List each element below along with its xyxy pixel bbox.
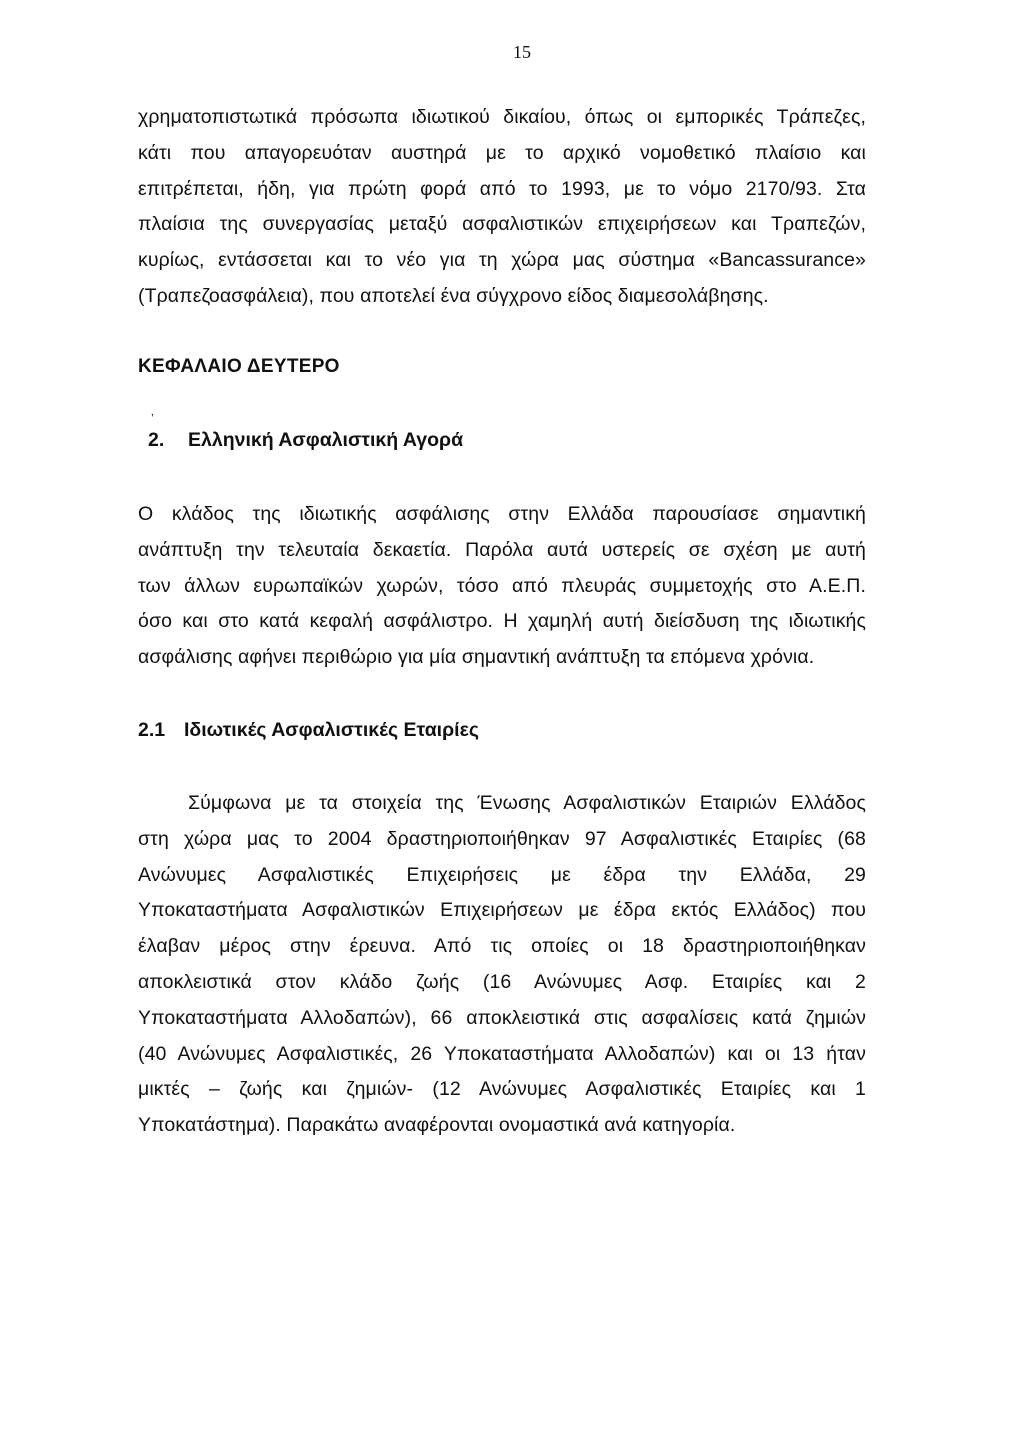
paragraph-line: μικτές – ζωής και ζημιών- (12 Ανώνυμες Ασφαλιστικές Εταιρίες και 1	[138, 1078, 866, 1101]
paragraph-line: ανάπτυξη την τελευταία δεκαετία. Παρόλα αυτά υστερείς σε σχέση με αυτή	[138, 538, 866, 561]
stray-mark: ‚	[151, 404, 154, 418]
subsection-title: Ιδιωτικές Ασφαλιστικές Εταιρίες	[184, 719, 479, 741]
paragraph-line: κάτι που απαγορευόταν αυστηρά με το αρχικό νομοθετικό πλαίσιο και	[138, 141, 866, 164]
paragraph-market	[138, 497, 866, 676]
subsection-number: 2.1	[138, 719, 166, 741]
paragraph-line: Ανώνυμες Ασφαλιστικές Επιχειρήσεις με έδρα την Ελλάδα, 29	[138, 863, 866, 886]
paragraph-line: (40 Ανώνυμες Ασφαλιστικές, 26 Υποκαταστήματα Αλλοδαπών) και οι 13 ήταν	[138, 1042, 866, 1065]
paragraph-line: Υποκαταστήματα Αλλοδαπών), 66 αποκλειστικά στις ασφαλίσεις κατά ζημιών	[138, 1006, 866, 1029]
paragraph-companies	[138, 786, 866, 1144]
section-heading	[148, 429, 463, 452]
paragraph-intro	[138, 100, 866, 315]
paragraph-line: Σύμφωνα με τα στοιχεία της Ένωσης Ασφαλιστικών Εταιριών Ελλάδος	[188, 792, 866, 814]
paragraph-line: Υποκαταστήματα Ασφαλιστικών Επιχειρήσεων με έδρα εκτός Ελλάδος) που	[138, 899, 866, 922]
section-title: Ελληνική Ασφαλιστική Αγορά	[188, 429, 464, 451]
paragraph-line: Υποκατάστημα). Παρακάτω αναφέρονται ονομαστικά ανά κατηγορία.	[138, 1114, 736, 1137]
chapter-heading: ΚΕΦΑΛΑΙΟ ΔΕΥΤΕΡΟ	[138, 356, 340, 377]
paragraph-line: πλαίσια της συνεργασίας μεταξύ ασφαλιστικών επιχειρήσεων και Τραπεζών,	[138, 213, 866, 236]
paragraph-line: (Τραπεζοασφάλεια), που αποτελεί ένα σύγχρονο είδος διαμεσολάβησης.	[138, 284, 769, 307]
section-number: 2.	[148, 429, 165, 451]
paragraph-line: ασφάλισης αφήνει περιθώριο για μία σημαντική ανάπτυξη τα επόμενα χρόνια.	[138, 646, 815, 669]
paragraph-line: αποκλειστικά στον κλάδο ζωής (16 Ανώνυμες Ασφ. Εταιρίες και 2	[138, 970, 866, 993]
paragraph-line: όσο και στο κατά κεφαλή ασφάλιστρο. Η χαμηλή αυτή διείσδυση της ιδιωτικής	[138, 610, 866, 633]
page-number: 15	[513, 42, 531, 62]
paragraph-line: επιτρέπεται, ήδη, για πρώτη φορά από το 1993, με το νόμο 2170/93. Στα	[138, 177, 866, 200]
paragraph-line: κυρίως, εντάσσεται και το νέο για τη χώρα μας σύστημα «Bancassurance»	[138, 249, 866, 272]
paragraph-line: στη χώρα μας το 2004 δραστηριοποιήθηκαν 97 Ασφαλιστικές Εταιρίες (68	[138, 827, 866, 850]
paragraph-line: χρηματοπιστωτικά πρόσωπα ιδιωτικού δικαίου, όπως οι εμπορικές Τράπεζες,	[138, 106, 866, 128]
paragraph-line: Ο κλάδος της ιδιωτικής ασφάλισης στην Ελλάδα παρουσίασε σημαντική	[138, 503, 866, 525]
paragraph-line: των άλλων ευρωπαϊκών χωρών, τόσο από πλευράς συμμετοχής στο Α.Ε.Π.	[138, 574, 866, 597]
subsection-heading	[138, 719, 479, 742]
paragraph-line: έλαβαν μέρος στην έρευνα. Από τις οποίες οι 18 δραστηριοποιήθηκαν	[138, 935, 866, 958]
